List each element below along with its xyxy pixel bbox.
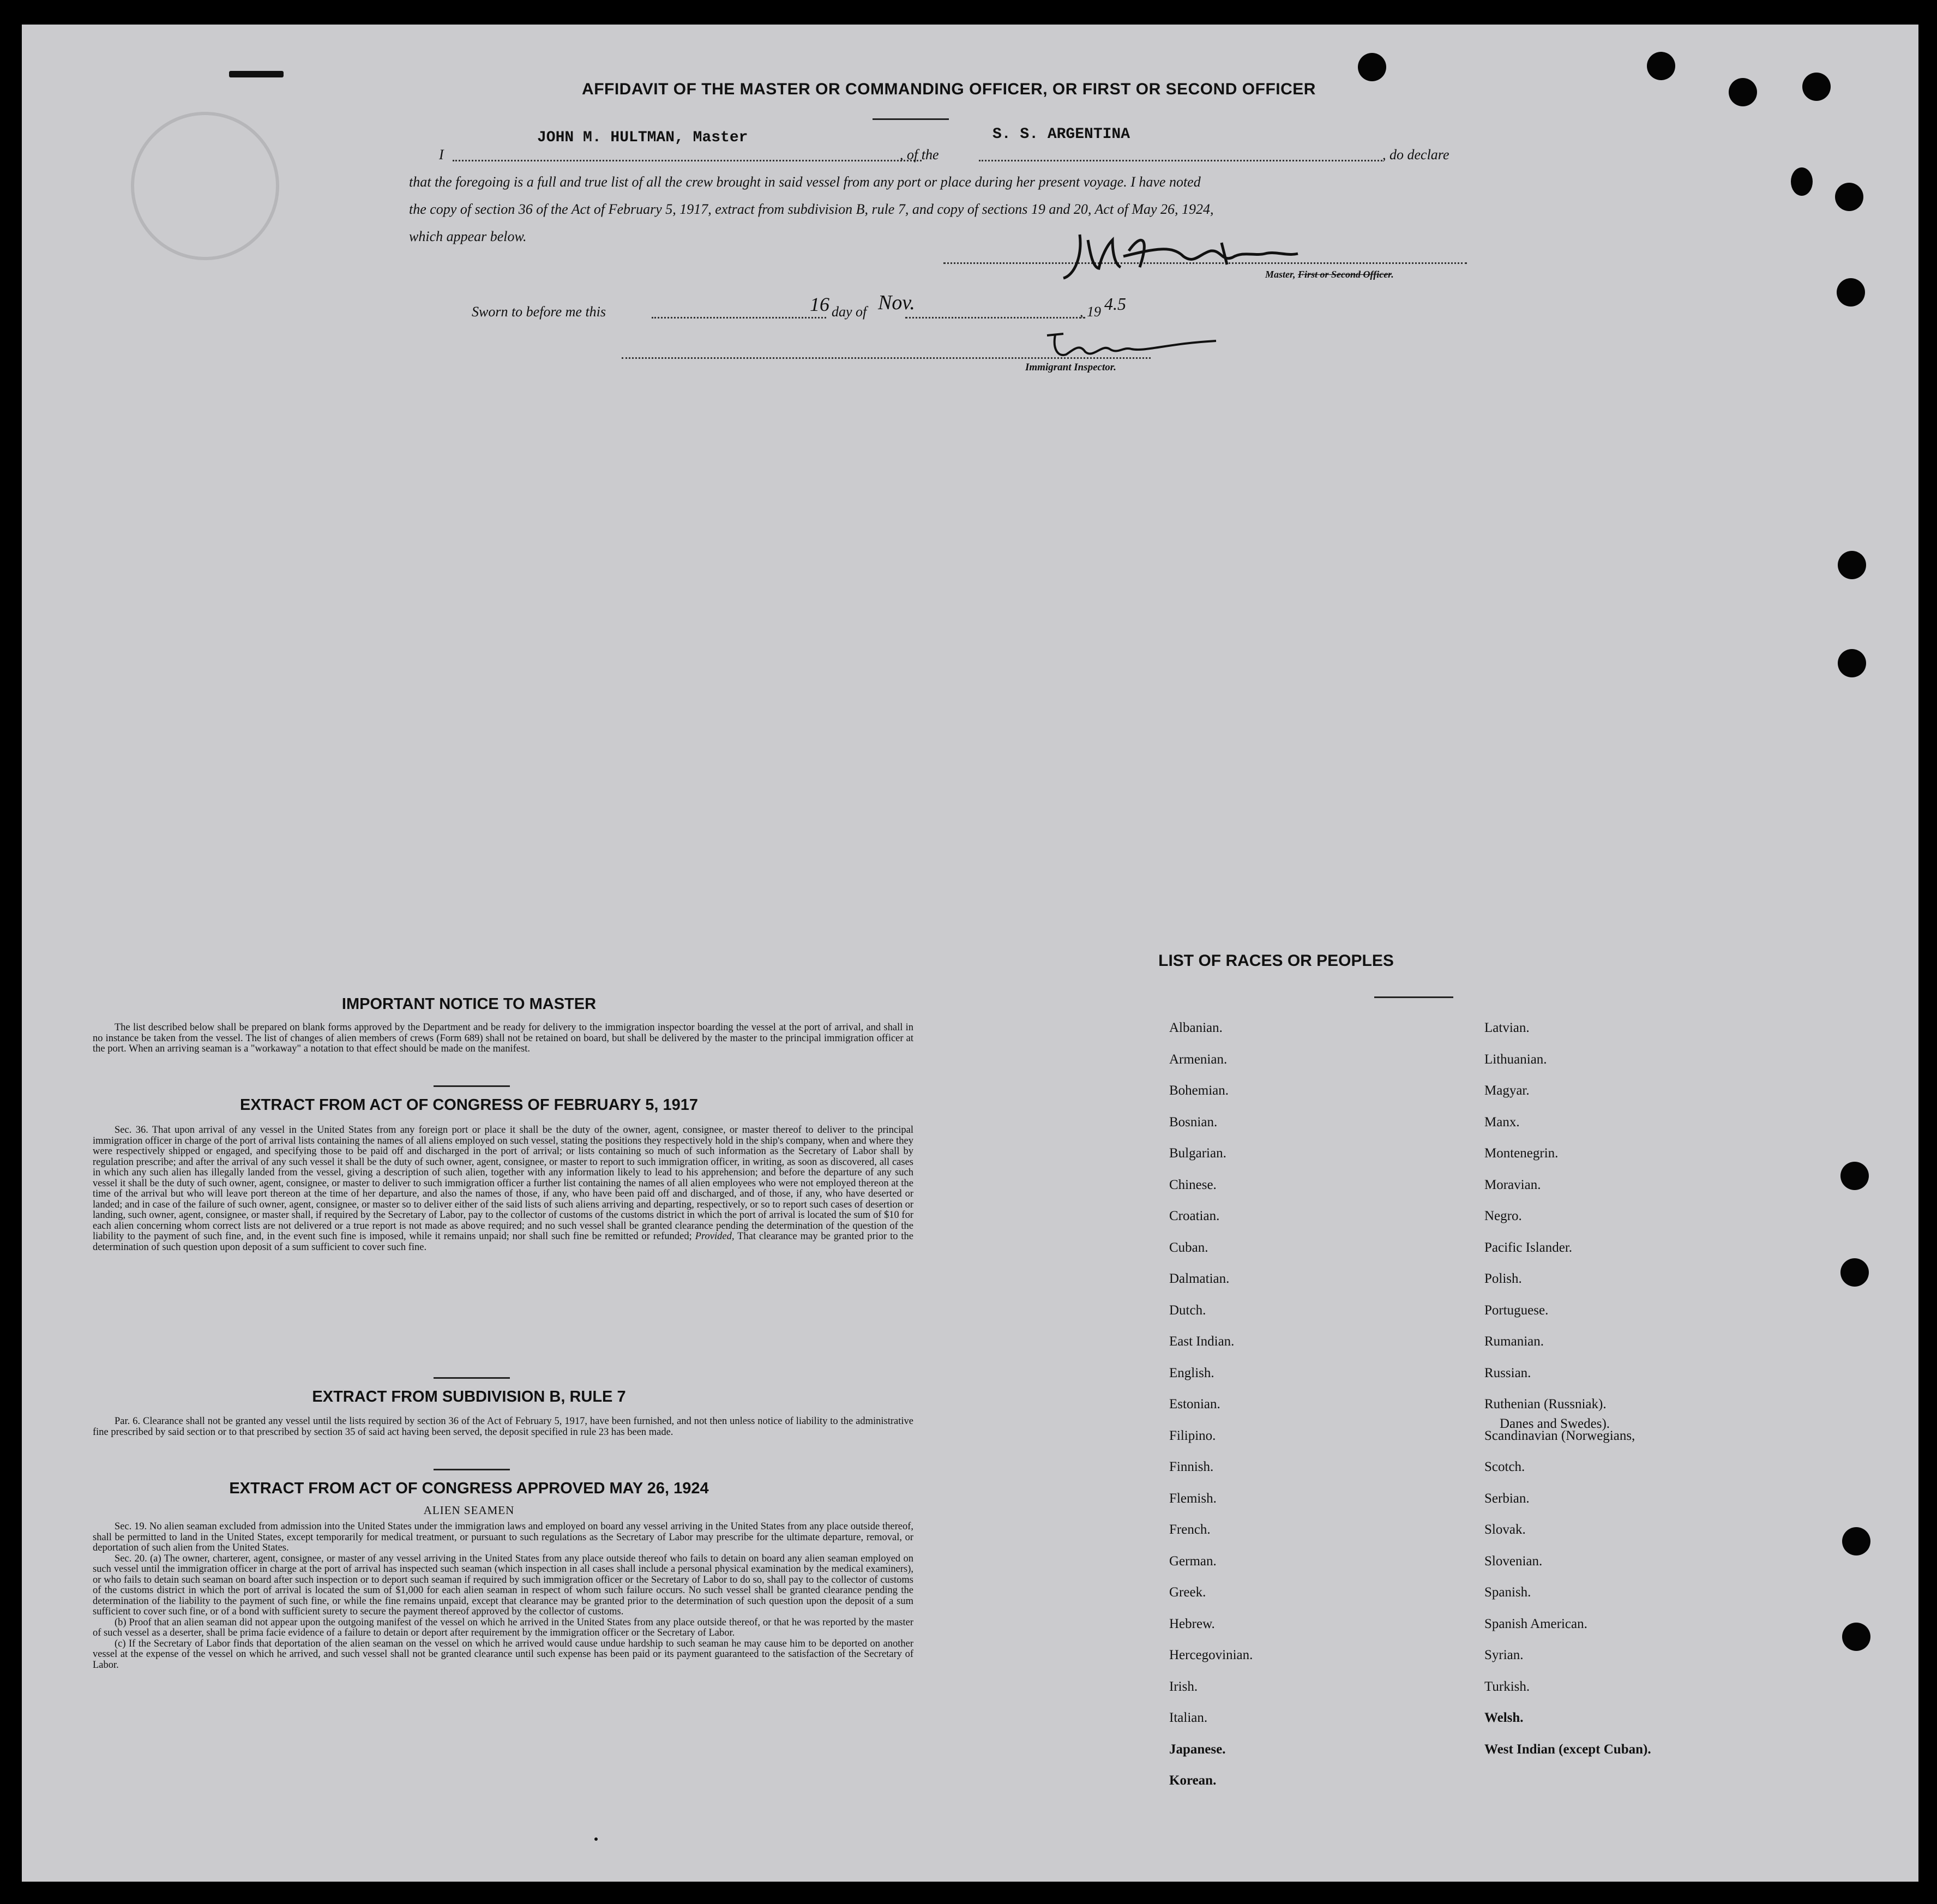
race-item: Estonian. [1169,1397,1220,1412]
races-title-rule [1374,996,1453,998]
race-item: Rumanian. [1484,1334,1544,1349]
race-item: Slovenian. [1484,1553,1543,1569]
inspector-signature [1042,327,1238,365]
races-title: LIST OF RACES OR PEOPLES [1158,952,1394,970]
sworn-month-line [905,317,1085,319]
of-the-label: , of the [900,147,939,163]
race-item: East Indian. [1169,1334,1235,1349]
extract-1924-body [93,1522,913,1671]
sworn-month-handwritten: Nov. [878,291,915,314]
race-item: Negro. [1484,1209,1522,1223]
inspector-caption: Immigrant Inspector. [1025,362,1116,373]
race-item: Lithuanian. [1484,1052,1547,1067]
declarant-dotted-line [453,160,922,161]
race-item: Scotch. [1484,1459,1525,1474]
race-item: Flemish. [1169,1491,1217,1506]
sworn-prefix: Sworn to before me this [472,304,606,320]
rule7-rule [434,1469,510,1470]
race-item: Bohemian. [1169,1083,1229,1098]
vessel-dotted-line [979,160,1382,161]
race-item: Korean. [1169,1773,1217,1788]
extract-1917-proviso-text: That clearance may be granted prior to the determination of such question upon deposit of a sum sufficient to cover such fine. [93,1231,913,1253]
race-item: Scandinavian (Norwegians, [1484,1428,1635,1443]
extract-1924-sec20c: (c) If the Secretary of Labor finds that deportation of the alien seaman on the vessel on which he arrived would cause undue hardship to such seaman he may cause him to be deported on another vessel at the expense of the vessel on which he arrived, and such vessel shall not be granted clearance until such expense has been paid or its payment guaranteed to the satisfaction of the Secretary of Labor. [93,1638,913,1671]
punch-hole-right-5 [1838,649,1866,677]
race-item: Ruthenian (Russniak). [1484,1397,1607,1412]
extract-1924-subtitle: ALIEN SEAMEN [423,1504,515,1517]
signer-caption-master: Master, [1265,269,1296,280]
race-item: Manx. [1484,1114,1520,1130]
sworn-day-handwritten: 16 [810,293,829,315]
affidavit-title-rule [873,118,949,120]
race-item: Finnish. [1169,1459,1214,1474]
race-item: French. [1169,1522,1211,1537]
race-item: Spanish American. [1484,1616,1587,1631]
signer-caption-struck: First or Second Officer [1298,269,1392,280]
race-item: Bulgarian. [1169,1146,1226,1161]
race-item: Bosnian. [1169,1114,1218,1130]
extract-1917-rule [434,1377,510,1379]
race-item: German. [1169,1553,1217,1569]
race-item: Montenegrin. [1484,1146,1559,1161]
signer-caption: Master, First or Second Officer. [1265,269,1394,280]
race-item: Pacific Islander. [1484,1240,1573,1255]
race-item: Latvian. [1484,1020,1530,1035]
year-prefix: , 19 [1080,304,1101,320]
extract-1917-title: EXTRACT FROM ACT OF CONGRESS OF FEBRUARY 5, 1917 [239,1096,699,1114]
race-item: Irish. [1169,1679,1198,1694]
race-item: Cuban. [1169,1240,1208,1255]
extract-1924-sec19: Sec. 19. No alien seaman excluded from admission into the United States under the immigration laws and employed on board any vessel arriving in the United States from any place outside thereof, shall be permitted to land in the United States, except temporarily for medical treatment, or pursuant to such regulations as the Secretary of Labor may prescribe for the ultimate departure, removal, or deportation of such alien from the United States. [93,1521,913,1553]
scan-speck [594,1837,598,1841]
punch-hole-right-8 [1842,1527,1870,1555]
affidavit-prefix-i: I [439,147,444,163]
race-item: Danes and Swedes). [1500,1416,1610,1431]
punch-hole-right-1 [1791,167,1813,196]
race-item: Portuguese. [1484,1302,1549,1318]
notice-rule [434,1085,510,1087]
punch-hole-right-2 [1835,183,1863,211]
race-item: Serbian. [1484,1491,1530,1506]
affidavit-body-line-1: that the foregoing is a full and true list of all the crew brought in said vessel from any port or place during her present voyage. I have noted [409,174,1201,190]
race-item: Japanese. [1169,1741,1226,1757]
race-item: Hercegovinian. [1169,1648,1253,1662]
document-page [22,25,1918,1882]
do-declare-label: , do declare [1382,147,1449,163]
race-item: Syrian. [1484,1648,1524,1662]
race-item: Slovak. [1484,1522,1526,1537]
punch-hole-right-3 [1837,278,1865,307]
sworn-day-line [652,317,826,319]
punch-hole-top-1 [1358,53,1386,81]
rule7-title: EXTRACT FROM SUBDIVISION B, RULE 7 [312,1388,626,1406]
race-item: Filipino. [1169,1428,1216,1443]
extract-1924-sec20b: (b) Proof that an alien seaman did not appear upon the outgoing manifest of the vessel on which he arrived in the United States from any place outside thereof, or that he was reported by the master of such vessel as a deserter, shall be prima facie evidence of a failure to detain or deport after requirement by the immigration officer or the Secretary of Labor. [93,1617,913,1638]
race-item: Greek. [1169,1585,1206,1600]
race-item: Turkish. [1484,1679,1530,1694]
extract-1917-text: Sec. 36. That upon arrival of any vessel in the United States from any foreign port or place it shall be the duty of the owner, agent, consignee, or master thereof to deliver to the principal immigration officer in charge of the port of arrival lists containing the names of all aliens employed on such vessel, stating the positions they respectively hold in the ship's company, when and where they were respectively shipped or engaged, and specifying those to be paid off and discharged in the port of arrival; or lists containing so much of such information as the Secretary of Labor shall by regulation prescribe; and after the arrival of any such vessel it shall be the duty of such owner, agent, consignee, or master to report to such immigration officer, in writing, as soon as discovered, all cases in which any such alien has illegally landed from the vessel, giving a description of such alien, together with any information likely to lead to his apprehension; and before the departure of any such vessel it shall be the duty of such owner, agent, consignee, or master to deliver to such immigration officer a further list containing the names of all alien employees who were not employed thereon at the time of the arrival but who will leave port thereon at the time of her departure, and also the names of those, if any, who have been paid off and discharged, and of those, if any, who have deserted or landed; and in case of the failure of such owner, agent, consignee, or master so to deliver either of the said lists of such aliens arriving and departing, respectively, or so to report such cases of desertion or landing, such owner, agent, consignee, or master shall, if required by the Secretary of Labor, pay to the collector of customs of the customs district in which the port of arrival is located the sum of $10 for each alien concerning whom correct lists are not delivered or a true report is not made as above required; and no such vessel shall be granted clearance pending the determination of the question of the liability to the payment of such fine, and, in the event such fine is imposed, while it remains unpaid; nor shall such fine be remitted or refunded; [93,1125,913,1242]
vessel-name: S. S. ARGENTINA [992,126,1130,143]
affidavit-body-line-3: which appear below. [409,229,527,244]
punch-hole-top-2 [1647,52,1675,80]
race-item: West Indian (except Cuban). [1484,1741,1651,1757]
race-item: Welsh. [1484,1710,1524,1725]
race-item: Albanian. [1169,1020,1223,1035]
race-item: Moravian. [1484,1177,1541,1192]
race-item: Hebrew. [1169,1616,1215,1631]
race-item: Armenian. [1169,1052,1228,1067]
extract-1917-body [93,1125,913,1253]
race-item: English. [1169,1365,1214,1380]
punch-hole-right-7 [1840,1258,1869,1287]
year-suffix-handwritten: 4.5 [1104,294,1126,314]
day-of-label: day of [832,304,867,320]
corner-tab-mark [229,71,284,77]
extract-1917-proviso-label: Provided, [695,1231,735,1242]
race-item: Croatian. [1169,1209,1220,1223]
faint-seal-stamp [131,112,279,260]
notice-title: IMPORTANT NOTICE TO MASTER [341,995,597,1013]
declarant-name: JOHN M. HULTMAN, Master [537,129,748,146]
race-item: Russian. [1484,1365,1531,1380]
extract-1924-title: EXTRACT FROM ACT OF CONGRESS APPROVED MAY 26, 1924 [229,1480,709,1497]
race-item: Dalmatian. [1169,1271,1230,1286]
race-item: Chinese. [1169,1177,1217,1192]
race-item: Polish. [1484,1271,1522,1286]
rule7-text: Par. 6. Clearance shall not be granted any vessel until the lists required by section 36 of the Act of February 5, 1917, have been furnished, and not then unless notice of liability to the administrative fine prescribed by said section or to that prescribed by section 35 of said act having been served, the deposit specified in rule 23 has been made. [93,1416,913,1438]
race-item: Magyar. [1484,1083,1530,1098]
punch-hole-right-9 [1842,1623,1870,1651]
affidavit-title: AFFIDAVIT OF THE MASTER OR COMMANDING OFFICER, OR FIRST OR SECOND OFFICER [582,80,1316,98]
affidavit-body-line-2: the copy of section 36 of the Act of February 5, 1917, extract from subdivision B, rule 7, and copy of sections 19 and 20, Act of May 26, 1924, [409,201,1214,217]
race-item: Spanish. [1484,1585,1531,1600]
extract-1924-sec20a: Sec. 20. (a) The owner, charterer, agent, consignee, or master of any vessel arriving in the United States from any place outside thereof who fails to detain on board any alien seaman employed on such vessel until the immigration officer in charge at the port of arrival has inspected such seaman (which inspection in all cases shall include a personal physical examination by the medical examiners), or who fails to detain such seaman on board after such inspection or to deport such seaman if required by such immigration officer or the Secretary of Labor to do so, shall pay to the collector of customs of the customs district in which the port of arrival is located the sum of $1,000 for each alien seaman in respect of whom such failure occurs. No such vessel shall be granted clearance pending the determination of the liability to the payment of such fine, or while the fine remains unpaid, except that clearance may be granted prior to the determination of such question upon the deposit of a sum sufficient to cover such fine, or of a bond with sufficient surety to secure the payment thereof approved by the collector of customs. [93,1553,913,1617]
race-item: Italian. [1169,1710,1208,1725]
race-item: Dutch. [1169,1302,1206,1318]
notice-text: The list described below shall be prepared on blank forms approved by the Department and be ready for delivery to the immigration inspector boarding the vessel at the port of arrival, and shall in no instance be taken from the vessel. The list of changes of alien members of crews (Form 689) shall not be retained on board, but shall be delivered by the master to the principal immigration officer at the port. When an arriving seaman is a "workaway" a notation to that effect should be made on the manifest. [93,1022,913,1054]
punch-hole-right-4 [1838,551,1866,579]
punch-hole-right-6 [1840,1162,1869,1190]
